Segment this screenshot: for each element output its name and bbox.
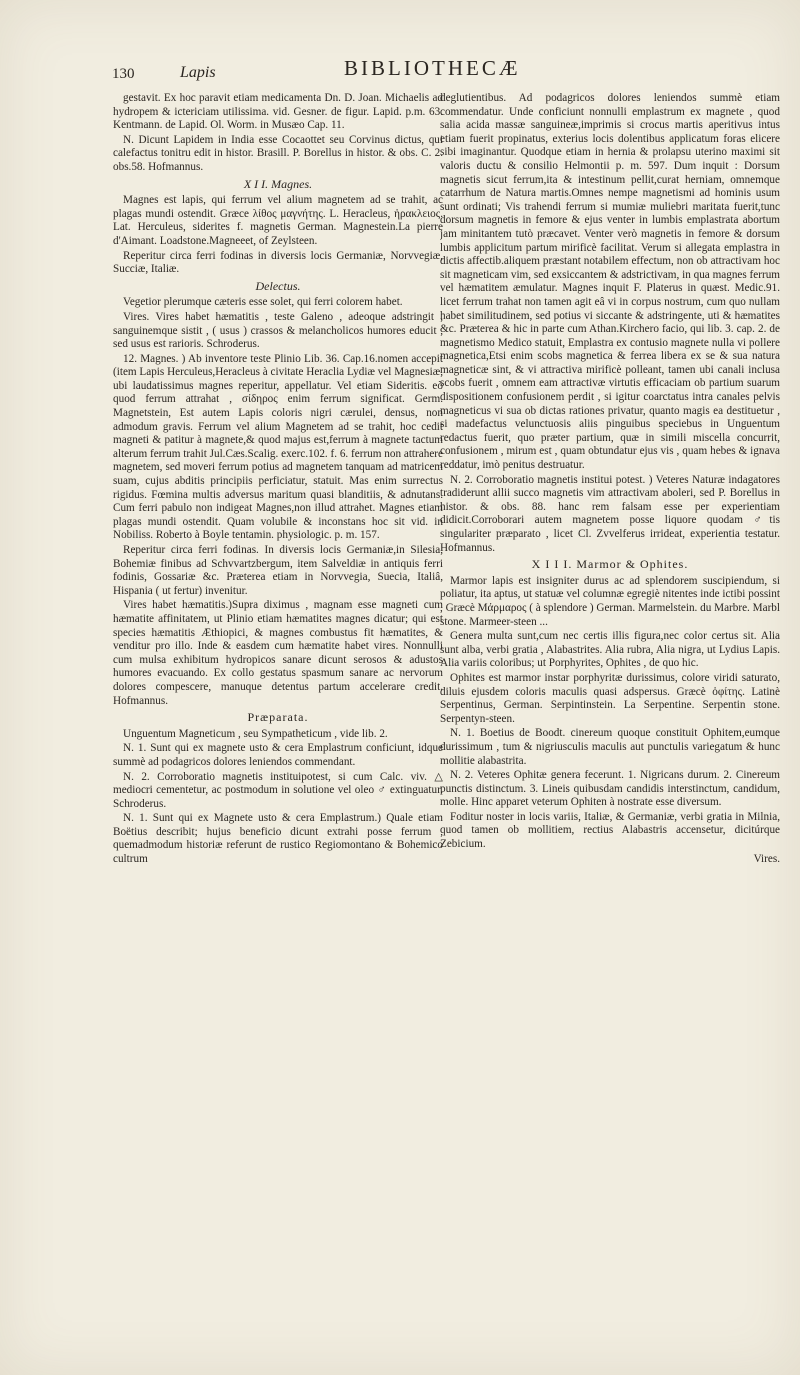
paragraph: Ophites est marmor instar porphyritæ durissimus, colore viridi saturato, diluis ejusdem coloris maculis quasi adspersus. Græcè ὀφίτης. Latinè Serpentinus, German. Serpintinstein. La Serpentine. Serpentin stone. Serpentyn-steen.: [440, 671, 780, 725]
paragraph: Vegetior plerumque cæteris esse solet, qui ferri colorem habet.: [123, 296, 403, 309]
paragraph: Foditur noster in locis variis, Italiæ, & Germaniæ, verbi gratia in Milnia, quod tamen ob mollitiem, rectius Alabastris accensetur, dicitúrque Zebicium.: [440, 810, 780, 851]
section-heading: Delectus.: [255, 278, 301, 293]
paragraph: N. 2. Veteres Ophitæ genera fecerunt. 1. Nigricans durum. 2. Cinereum punctis distinctum. 3. Lineis quibusdam candidis interstinctum, candidum, molle. Hinc apparet veterum Ophiten à nostrate esse diversum.: [440, 769, 780, 809]
paragraph: Vires habet hæmatitis.)Supra diximus , magnam esse magneti cum hæmatite affinitatem, ut Plinio etiam hæmatites magnes dicatur; qui est species hæmatitis Æthiopici, & magnes combustus fit hæmatites, & venditur pro illo. Inde & easdem cum hæmatite habet vires. Nonnulli cum mulsa exhibitum hydropicos sanare dicunt serosos & adustos humores evacuando. Ex collo gestatus spasmum sanare ac nervorum dolores compescere, manuque detentus partum accelerare credit. Hofmannus.: [113, 599, 443, 707]
subsection-heading: Præparata.: [247, 710, 309, 725]
right-column: [440, 92, 780, 1347]
paragraph: N. 1. Sunt qui ex magnete usto & cera Emplastrum conficiunt, idque summè ad podagricos dolores leniendos commendant.: [113, 742, 443, 768]
book-title: BIBLIOTHECÆ: [344, 56, 521, 80]
page-header: [92, 56, 782, 86]
paragraph: Unguentum Magneticum , seu Sympatheticum , vide lib. 2.: [123, 727, 388, 740]
paragraph: N. Dicunt Lapidem in India esse Cocaottet seu Corvinus dictus, qui calefactus tonitru edit in histor. Brasill. P. Borellus in histor. & obs. C. 2. obs.58. Hofmannus.: [113, 133, 443, 173]
running-head: Lapis: [180, 64, 216, 81]
paragraph: N. 2. Corroboratio magnetis institui potest. ) Veteres Naturæ indagatores tradiderunt allii succo magnetis vim attractivam aboleri, sed P. Borellus in histor. & obs. 88. hanc rem falsam esse per experientiam didicit.Corroborari autem magnetem posse liquore quodam ♂tis singulariter præparato , licet Cl. Zvvelferus irrideat, experientia testatur. Hofmannus.: [440, 473, 780, 554]
paragraph: deglutientibus. Ad podagricos dolores leniendos summè etiam commendatur. Unde conficiunt nonnulli emplastrum ex magnete , quod salia acida massæ sanguineæ,imprimis si crocus martis aperitivus intus etiam fuerit propinatus, exterius locis dolentibus applicatum foras elicere sibi imaginantur. Quodque etiam in hernia & prolapsu uterino maximi sit valoris ductu & consilio Helmontii p. m. 597. Dum inquit : Dorsum magnetis sicut ferrum,ita & intestinum pellit,curat herniam, omnemque catarrhum de Natura martis.Omnes nempe magnetismi ad hominis usum sunt ordinati; Vis trahendi ferrum si mumiæ muliebri maritata fuerit,tunc dorsum magnetis in femore & ejus venter in lumbis emplastrata abortum jam minitantem tutò præcavet. Venter verò magnetis in femore & dorsum lumbis applicitum partum mirificè facilitat. Verum si allegata emplastra in dictis affectib.aliquem præstant notabilem effectum, non ob attractivam hoc sit magneticam vim, sed exsiccantem & adstrictivam, in qua magnes ferrum vel hæmatitem æmulatur. Magnes inquit F. Platerus in quæst. Medic.91. licet ferrum trahat non tamen agit eâ vi in corpus nostrum, cum quo nullam habet similitudinem, sed potius vi siccante & adstringente, uti & hæmatites &c. Præterea & hic in parte cum Athan.Kirchero facio, qui lib. 3. cap. 2. de magnetismo Medico statuit, Emplastra ex contusio magnete nulla vi pollere magnetica,Etsi enim scobs magnetica & ferrea libera ex se & sua natura magneticæ sint, & vi attractiva mirificè polleant, tamen ubi canali inclusa scobs fuerit , omnem eam attractivæ virtutis efficaciam ob partium suarum dispositionem confusionem perdit , si igitur coarctatus intra canales pelvis magneticus vi sua ob dictas rationes privatur, quanto magis ea destituetur , si madefactus velunctuosis aliis pinguibus speciebus in Unguentum redactus fuerit, quo præter partium, quæ in simili miscella concurrit, confusionem , mirum est , quam obtundatur ejus vis , quam hebes & ignava reddatur, imò penitus destruatur.: [440, 92, 780, 472]
paragraph: N. 2. Corroboratio magnetis instituipotest, si cum Calc. viv. △ mediocri cementetur, ac postmodum in solutione vel oleo ♂ extinguatur. Schroderus.: [113, 770, 443, 810]
page-number: 130: [112, 66, 135, 82]
paragraph: Reperitur circa ferri fodinas. In diversis locis Germaniæ,in Silesia, Bohemiæ finibus ad Schvvartzbergum, item Salveldiæ in antiquis ferri fodinis, Gossariæ &c. Præterea etiam in Norvvegia, Suecia, Italiâ, Hispania ( ut fertur) invenitur.: [113, 544, 443, 597]
paragraph: Genera multa sunt,cum nec certis illis figura,nec color certus sit. Alia sunt alba, verbi gratia , Alabastrites. Alia rubra, Alia nigra, ut Lydius Lapis. Alia variis coloribus; ut Porphyrites, Ophites , de quo hic.: [440, 630, 780, 670]
paragraph: 12. Magnes. ) Ab inventore teste Plinio Lib. 36. Cap.16.nomen accepit (item Lapis Herculeus,Heracleus à civitate Heraclia Lydiæ vel Magnesiæ, ubi laudatissimus magnes reperitur, appellatur. Vel etiam Sideritis. eò quod ferrum attrahat , σίδηρος enim ferrum significat. Germ. Magnetstein, Est autem Lapis coloris nigri cærulei, densus, non admodum gravis. Ferrum vel alium Magnetem ad se trahit, hoc cedit magneti & patitur à magnete,& quod majus est,ferrum à magnete tactum alterum ferrum trahit Jul.Cæs.Scalig. exerc.102. f. 6. ferrum non attrahere magnetem, sed moveri ferrum potius ad magnetem tanquam ad matricem suam, cujus abditis principiis perficiatur, statuit. Mas enim surrectus rigidus. Fœmina multis adversus maritum quasi blanditiis, & adnutans. Cum ferri pabulo non indigeat Magnes,non illud attrahet. Magnes etiam plagas mundi ostendit. Quam volubile & inconstans hoc sit vid. in Nobiliss. Roberto à Boyle tentamin. physiologic. p. m. 157.: [113, 352, 443, 542]
paragraph: Magnes est lapis, qui ferrum vel alium magnetem ad se trahit, ac plagas mundi ostendit. Græce λίθος μαγνήτης. L. Heracleus, ἡρακλειος. Lat. Herculeus, siderites f. magnetis German. Magnestein.La pierre d'Aimant. Loadstone.Magneeet, of Zeylsteen.: [113, 194, 443, 247]
paragraph: Vires. Vires habet hæmatitis , teste Galeno , adeoque adstringit , sanguinemque sistit , ( usus ) crassos & melancholicos humores educit , sed usus est rarioris. Schroderus.: [113, 310, 443, 351]
left-column: [113, 92, 443, 1347]
paragraph: N. 1. Sunt qui ex Magnete usto & cera Emplastrum.) Quale etiam Boëtius describit; hujus beneficio dicunt extrahi posse ferrum , quemadmodum historiæ referunt de rustico Regiomontano & Bohemico cultrum: [113, 812, 443, 866]
section-heading: X I I. Magnes.: [243, 176, 313, 191]
paragraph: Marmor lapis est insigniter durus ac ad splendorem suscipiendum, si poliatur, ita aptus, ut statuæ vel columnæ egregiè nitentes inde ictibi possint , Græcè Μάρμαρος ( à splendore ) German. Marmelstein. du Marbre. Marbl stone. Marmeer-steen ...: [440, 574, 780, 628]
catchword: Vires.: [753, 852, 780, 865]
paragraph: gestavit. Ex hoc paravit etiam medicamenta Dn. D. Joan. Michaelis ad hydropem & ictericiam utilissima. vid. Gesner. de figur. Lapid. p.m. 63. Kentmann. de Lapid. Ol. Worm. in Musæo Cap. 11.: [113, 92, 443, 132]
section-heading: X I I I. Marmor & Ophites.: [531, 557, 689, 572]
paragraph: Reperitur circa ferri fodinas in diversis locis Germaniæ, Norvvegiæ, Succiæ, Italiæ.: [113, 249, 443, 276]
paragraph: N. 1. Boetius de Boodt. cinereum quoque constituit Ophitem,eumque durissimum , tum & nigriusculis maculis aut punctulis variegatum & hunc mollitie alabastrita.: [440, 727, 780, 767]
